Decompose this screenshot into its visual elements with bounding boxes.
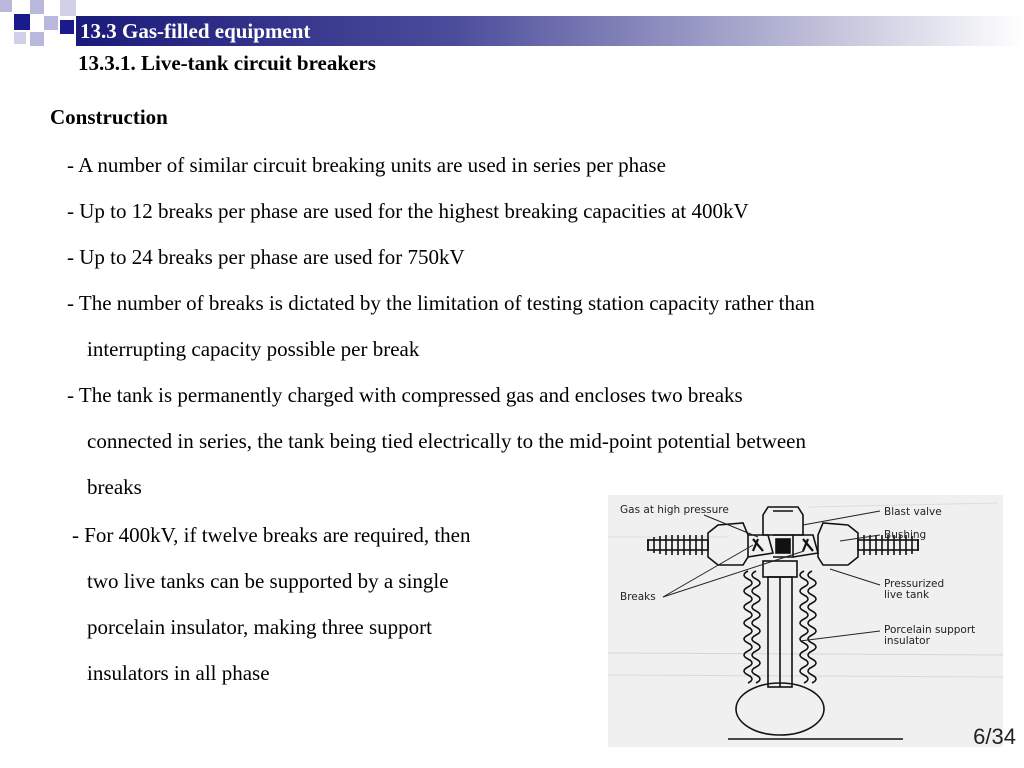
decor-square-5 [44,16,58,30]
label-live-tank: live tank [884,589,930,601]
decor-square-7 [30,32,44,46]
bullet-line: - For 400kV, if twelve breaks are required, then [72,523,471,547]
label-porcelain-support: Porcelain support [884,624,976,636]
bullet-continuation: connected in series, the tank being tied electrically to the mid-point potential between [87,429,807,453]
bullet-continuation: porcelain insulator, making three support [87,615,432,639]
decor-square-3 [30,0,44,14]
bullet-line: - A number of similar circuit breaking units are used in series per phase [67,153,666,177]
decor-square-6 [60,20,74,34]
page-number: 6/34 [973,724,1016,749]
decor-square-2 [0,0,12,12]
decor-square-4 [60,0,76,16]
decor-square-8 [14,32,26,44]
circuit-breaker-diagram [608,495,1003,747]
decor-square-1 [14,14,30,30]
section-heading: Construction [50,105,168,129]
bullet-continuation: insulators in all phase [87,661,270,685]
label-insulator: insulator [884,635,930,647]
porcelain-insulator-shape [728,561,903,739]
slide-title: 13.3 Gas-filled equipment [80,19,311,43]
bullet-line: - The tank is permanently charged with compressed gas and encloses two breaks [67,383,743,407]
bullet-continuation: two live tanks can be supported by a single [87,569,449,593]
bullet-line: - Up to 24 breaks per phase are used for 750kV [67,245,465,269]
label-breaks: Breaks [620,591,656,603]
bullet-line: - The number of breaks is dictated by the limitation of testing station capacity rather than [67,291,815,315]
label-bushing: Bushing [884,529,927,541]
bullet-continuation: breaks [87,475,142,499]
label-blast-valve: Blast valve [884,506,942,518]
bullet-line: - Up to 12 breaks per phase are used for the highest breaking capacities at 400kV [67,199,749,223]
bullet-continuation: interrupting capacity possible per break [87,337,420,361]
label-gas-pressure: Gas at high pressure [620,504,729,516]
label-pressurized: Pressurized [884,578,945,590]
slide-subtitle: 13.3.1. Live-tank circuit breakers [78,51,376,75]
